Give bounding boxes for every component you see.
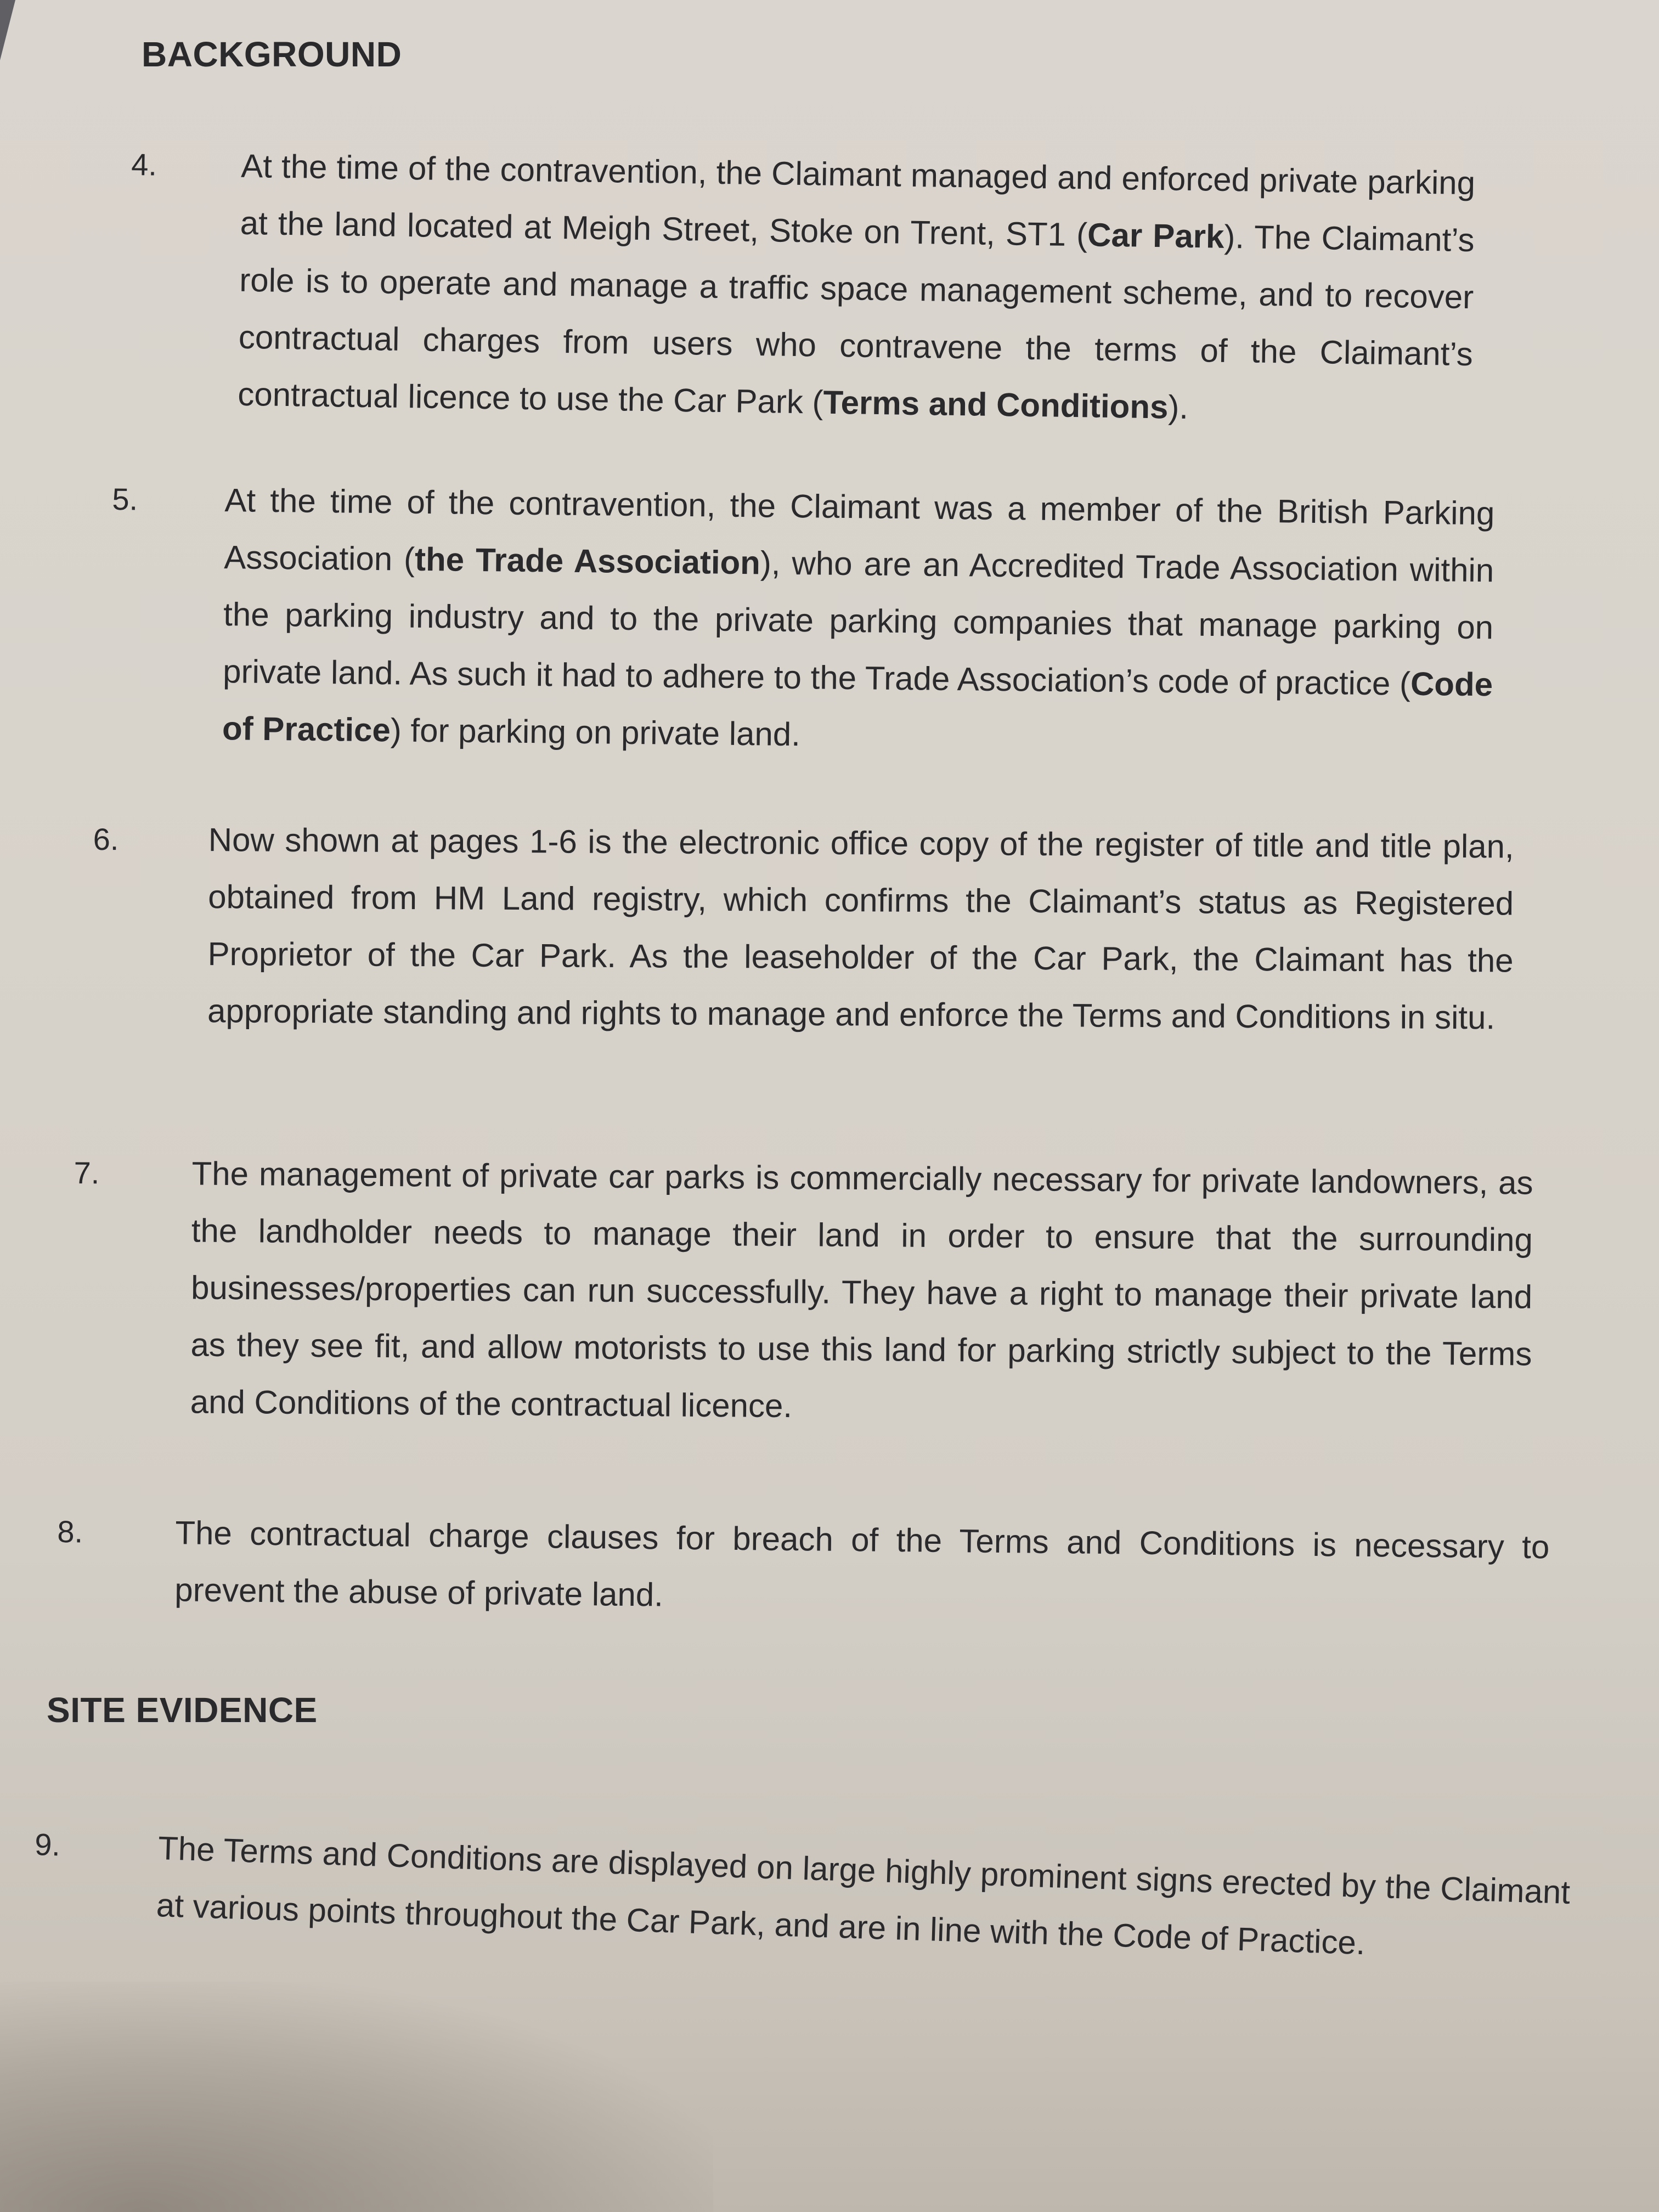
hand-shadow	[0, 1982, 713, 2212]
paragraph-text: The management of private car parks is commercially necessary for private landowners, as the landholder needs to manage their land in order to ensure that the surrounding businesses/properties can run successfully. They have a right to manage their private land as they see fit, and allow motorists to use this land for parking strictly subject to the Terms and Conditions of the contractual licence.	[190, 1155, 1533, 1425]
paragraph-text: At the time of the contravention, the Claimant was a member of the British Parking Association (the Trade Association), who are an Accredited Trade Association within the parking industry and to the private parking companies that manage parking on private land. As such it had to adhere to the Trade Association’s code of practice (Code of Practice) for parking on private land.	[222, 482, 1495, 753]
paragraph-number: 5.	[112, 481, 138, 517]
paragraph-9	[32, 1816, 1571, 1978]
paragraph-text: The contractual charge clauses for breach of the Terms and Conditions is necessary to prevent the abuse of private land.	[174, 1514, 1550, 1613]
section-heading-background: BACKGROUND	[142, 35, 402, 74]
paragraph-text: The Terms and Conditions are displayed on large highly prominent signs erected by the Claimant at various points throughout the Car Park, and are in line with the Code of Practice.	[155, 1830, 1571, 1962]
paragraph-text: Now shown at pages 1-6 is the electronic office copy of the register of title and title plan, obtained from HM Land registry, which confirms the Claimant’s status as Registered Proprietor of the Car Park. As the leaseholder of the Car Park, the Claimant has the appropriate standing and rights to manage and enforce the Terms and Conditions in situ.	[207, 821, 1514, 1036]
paragraph-number: 8.	[57, 1514, 83, 1549]
paragraph-6	[92, 811, 1514, 1047]
paragraph-number: 9.	[34, 1826, 61, 1863]
paragraph-number: 7.	[74, 1155, 100, 1190]
paragraph-number: 6.	[93, 821, 119, 857]
paragraph-4	[128, 136, 1476, 440]
paragraph-text: At the time of the contravention, the Claimant managed and enforced private parking at the land located at Meigh Street, Stoke on Trent, ST1 (Car Park). The Claimant’s role is to operate and manage a traffic space management scheme, and to recover contractual charges from users who contravene the terms of the Claimant’s contractual licence to use the Car Park (Terms and Conditions).	[237, 147, 1476, 426]
page-fold-shadow	[0, 0, 15, 60]
section-heading-site-evidence: SITE EVIDENCE	[47, 1690, 318, 1730]
paragraph-5	[110, 471, 1495, 770]
paragraph-7	[72, 1144, 1533, 1440]
paragraph-8	[57, 1503, 1550, 1633]
paragraph-number: 4.	[131, 146, 157, 182]
